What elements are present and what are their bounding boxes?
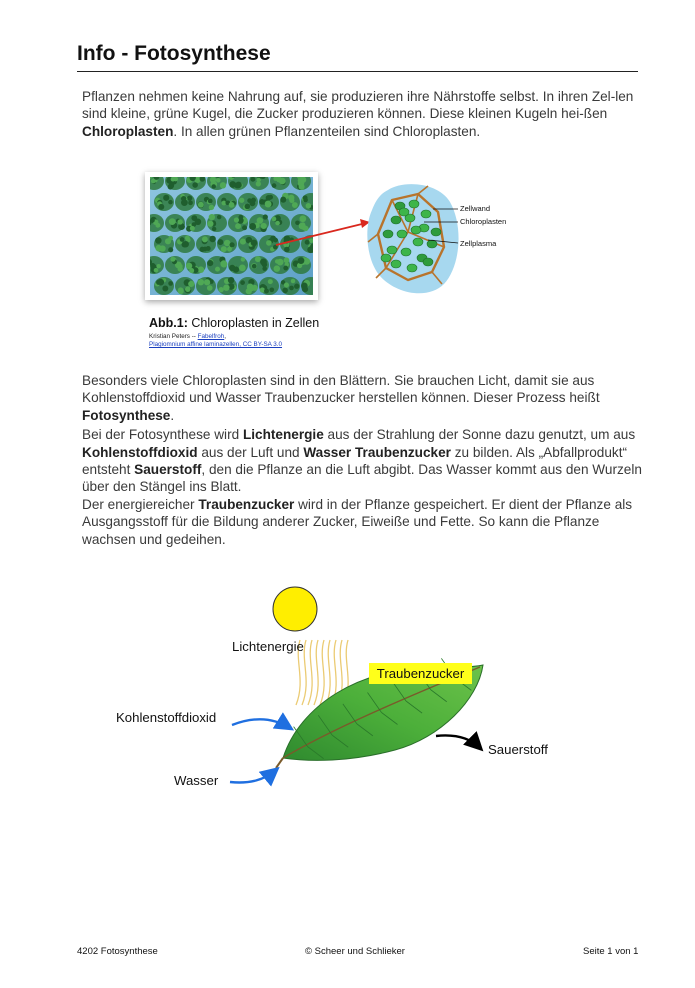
intro-text-2: . In allen grünen Pflanzenteilen sind Chloroplasten. bbox=[173, 123, 481, 139]
micro-cell bbox=[238, 235, 258, 253]
micro-cell bbox=[196, 235, 216, 253]
micro-cell bbox=[175, 193, 195, 211]
sun-icon bbox=[273, 587, 317, 631]
p2-text-2: aus der Strahlung der Sonne dazu genutzt, um aus bbox=[323, 427, 636, 443]
micro-cell bbox=[217, 235, 237, 253]
water-arrow bbox=[230, 770, 276, 783]
title-rule bbox=[77, 71, 638, 72]
chloroplast-dot bbox=[387, 246, 397, 254]
footer-left: 4202 Fotosynthese bbox=[77, 946, 158, 957]
credit-link-license[interactable]: Plagiomnium affine laminazellen, CC BY-SA 3.0 bbox=[149, 341, 283, 348]
chloroplast-dot bbox=[399, 208, 409, 216]
chloroplast-dot bbox=[427, 240, 437, 248]
p1-text-1: Besonders viele Chloroplasten sind in den Blättern. Sie brauchen Licht, damit sie aus Kohlenstoffdioxid und Wasser Traubenzucker herstellen können. Dieser Prozess heißt bbox=[82, 373, 600, 406]
intro-bold-chloroplasten: Chloroplasten bbox=[82, 123, 174, 139]
credit-link-fabelfroh[interactable]: Fabelfroh bbox=[197, 333, 225, 340]
chloroplast-dot bbox=[413, 238, 423, 246]
p2-text-3: aus der Luft und bbox=[197, 444, 304, 460]
p3-text-1: Der energiereicher bbox=[82, 496, 199, 512]
chloroplast-dot bbox=[423, 258, 433, 266]
leaf-stem bbox=[276, 758, 283, 768]
micro-cell bbox=[186, 214, 206, 232]
p1-text-2: . bbox=[170, 407, 175, 423]
paragraph-3 bbox=[82, 496, 642, 548]
micro-cell bbox=[228, 214, 248, 232]
co2-arrow bbox=[232, 719, 290, 728]
micro-cell bbox=[238, 277, 258, 295]
p2-text-4: zu bilden. Als „Abfallprodukt“ entsteht bbox=[82, 444, 628, 478]
chloroplast-dot bbox=[401, 248, 411, 256]
footer-center: © Scheer und Schlieker bbox=[305, 946, 405, 957]
chloroplast-dot bbox=[397, 230, 407, 238]
label-kohlenstoffdioxid: Kohlenstoffdioxid bbox=[116, 710, 217, 725]
paragraph-2 bbox=[82, 426, 642, 496]
main-text bbox=[82, 372, 642, 548]
intro-text-1: Pflanzen nehmen keine Nahrung auf, sie produzieren ihre Nährstoffe selbst. In ihren Zel-len sind kleine, grüne Kugel, die Zucker produzieren können. Diese kleinen Kugeln hei-ßen bbox=[82, 89, 634, 122]
micro-cell bbox=[175, 235, 195, 253]
footer-right: Seite 1 von 1 bbox=[583, 946, 639, 957]
p2-text-1: Bei der Fotosynthese wird bbox=[82, 427, 243, 443]
micro-cell bbox=[186, 256, 206, 274]
credit-line-1 bbox=[149, 333, 226, 340]
p3-text-2: wird in der Pflanze gespeichert. Er dient der Pflanze als Ausgangsstoff für die Bildung anderer Zucker, Eiweiße und Fette. So kann die Pflanze wachsen und gedeihen. bbox=[82, 496, 633, 547]
micro-cell bbox=[249, 214, 269, 232]
micro-cell bbox=[154, 235, 174, 253]
chloroplast-dot bbox=[407, 264, 417, 272]
chloroplast-dot bbox=[409, 200, 419, 208]
chloroplast-dot bbox=[421, 210, 431, 218]
credit-author: Kristian Peters -- bbox=[149, 333, 198, 340]
micro-cell bbox=[238, 193, 258, 211]
micro-cell bbox=[196, 277, 216, 295]
label-zellplasma: Zellplasma bbox=[460, 239, 497, 248]
p3-bold-traubenzucker: Traubenzucker bbox=[198, 496, 295, 512]
chloroplast-dot bbox=[431, 228, 441, 236]
micro-cell bbox=[217, 193, 237, 211]
micro-cell bbox=[175, 277, 195, 295]
micro-cell bbox=[207, 214, 227, 232]
figure-caption bbox=[149, 316, 319, 330]
micro-cell bbox=[196, 193, 216, 211]
micro-cell bbox=[228, 256, 248, 274]
cell-diagram bbox=[268, 172, 528, 302]
p2-bold-kohlenstoffdioxid: Kohlenstoffdioxid bbox=[82, 444, 198, 460]
credit-comma: , bbox=[224, 333, 226, 340]
chloroplast-dot bbox=[391, 260, 401, 268]
micro-cell bbox=[154, 277, 174, 295]
label-sauerstoff: Sauerstoff bbox=[488, 742, 548, 757]
p2-bold-sauerstoff: Sauerstoff bbox=[134, 462, 202, 478]
intro-paragraph bbox=[82, 88, 642, 140]
micro-cell bbox=[217, 277, 237, 295]
label-chloroplasten: Chloroplasten bbox=[460, 217, 507, 226]
micro-cell bbox=[249, 256, 269, 274]
p2-text-5: , den die Pflanze an die Luft abgibt. Das Wasser kommt aus den Wurzeln über den Stängel ins Blatt. bbox=[82, 462, 642, 495]
page-title: Info - Fotosynthese bbox=[77, 42, 271, 65]
p1-bold-fotosynthese: Fotosynthese bbox=[82, 407, 171, 423]
credit-line-2 bbox=[149, 341, 282, 348]
p2-bold-lichtenergie: Lichtenergie bbox=[242, 427, 324, 443]
photosynthesis-diagram bbox=[0, 560, 695, 820]
micro-cell bbox=[154, 193, 174, 211]
label-traubenzucker: Traubenzucker bbox=[369, 663, 472, 684]
label-zellwand: Zellwand bbox=[460, 204, 491, 213]
chloroplast-dot bbox=[411, 226, 421, 234]
oxygen-arrow bbox=[436, 736, 480, 749]
chloroplast-dot bbox=[383, 230, 393, 238]
label-lichtenergie: Lichtenergie bbox=[232, 639, 304, 654]
chloroplast-dot bbox=[391, 216, 401, 224]
paragraph-1 bbox=[82, 372, 642, 424]
label-wasser: Wasser bbox=[174, 773, 219, 788]
micro-cell bbox=[165, 214, 185, 232]
micro-cell bbox=[165, 256, 185, 274]
chloroplast-dot bbox=[381, 254, 391, 262]
caption-text: Chloroplasten in Zellen bbox=[187, 316, 320, 330]
p2-bold-wasser-traubenzucker: Wasser Traubenzucker bbox=[303, 444, 451, 460]
caption-bold: Abb.1: bbox=[149, 316, 188, 330]
